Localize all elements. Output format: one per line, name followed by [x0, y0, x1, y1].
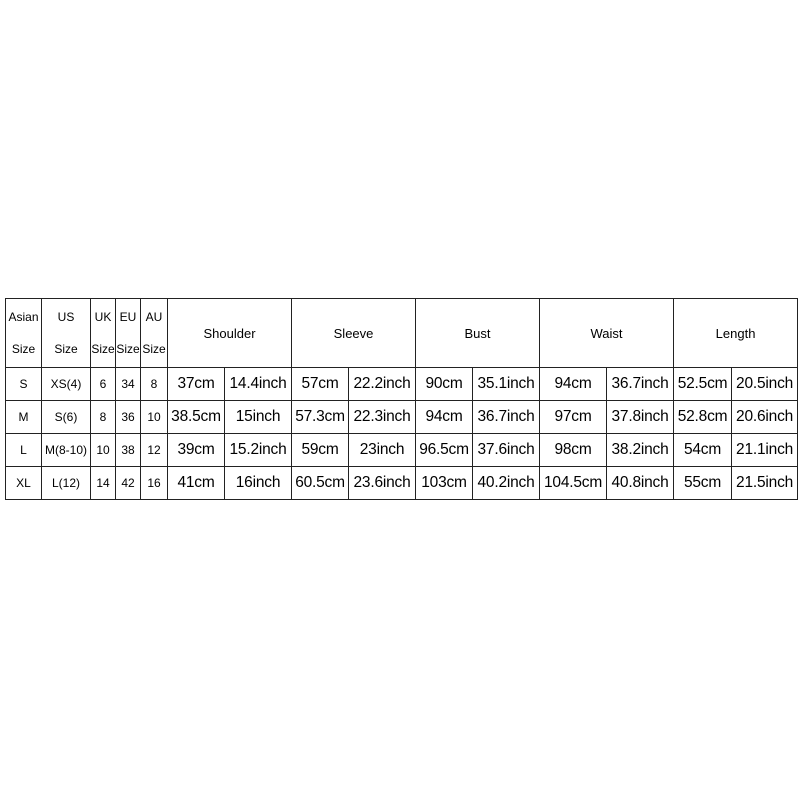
cell-au-size: 12: [141, 434, 168, 467]
cell-length-inch: 20.5inch: [732, 368, 798, 401]
cell-bust-cm: 90cm: [416, 368, 473, 401]
cell-bust-inch: 36.7inch: [473, 401, 540, 434]
cell-bust-inch: 35.1inch: [473, 368, 540, 401]
cell-eu-size: 34: [116, 368, 141, 401]
cell-length-cm: 54cm: [674, 434, 732, 467]
cell-sleeve-inch: 22.3inch: [349, 401, 416, 434]
cell-uk-size: 8: [91, 401, 116, 434]
header-au-line2: Size: [142, 342, 166, 356]
cell-waist-inch: 37.8inch: [607, 401, 674, 434]
header-bust: Bust: [416, 299, 540, 368]
cell-length-inch: 21.5inch: [732, 467, 798, 500]
cell-asian-size: XL: [6, 467, 42, 500]
cell-waist-inch: 38.2inch: [607, 434, 674, 467]
header-asian-size: [6, 299, 42, 368]
header-length: Length: [674, 299, 798, 368]
cell-shoulder-cm: 38.5cm: [168, 401, 225, 434]
cell-au-size: 8: [141, 368, 168, 401]
header-uk-line2: Size: [91, 342, 115, 356]
cell-length-cm: 52.5cm: [674, 368, 732, 401]
header-asian-line1: Asian: [8, 310, 39, 324]
header-eu-line1: EU: [119, 310, 137, 324]
header-au-line1: AU: [145, 310, 163, 324]
cell-waist-cm: 97cm: [540, 401, 607, 434]
cell-sleeve-cm: 60.5cm: [292, 467, 349, 500]
header-waist: Waist: [540, 299, 674, 368]
cell-length-cm: 52.8cm: [674, 401, 732, 434]
cell-uk-size: 10: [91, 434, 116, 467]
header-au-size: [141, 299, 168, 368]
cell-length-cm: 55cm: [674, 467, 732, 500]
cell-waist-cm: 104.5cm: [540, 467, 607, 500]
cell-shoulder-inch: 15.2inch: [225, 434, 292, 467]
cell-shoulder-cm: 41cm: [168, 467, 225, 500]
cell-eu-size: 42: [116, 467, 141, 500]
header-sleeve: Sleeve: [292, 299, 416, 368]
cell-shoulder-inch: 16inch: [225, 467, 292, 500]
cell-sleeve-cm: 57.3cm: [292, 401, 349, 434]
cell-sleeve-inch: 22.2inch: [349, 368, 416, 401]
table-row: [6, 401, 798, 434]
cell-eu-size: 38: [116, 434, 141, 467]
header-asian-line2: Size: [11, 342, 36, 356]
table-row: [6, 434, 798, 467]
cell-bust-cm: 103cm: [416, 467, 473, 500]
cell-bust-inch: 37.6inch: [473, 434, 540, 467]
cell-sleeve-inch: 23.6inch: [349, 467, 416, 500]
table-row: [6, 467, 798, 500]
header-row: [6, 299, 798, 368]
cell-waist-inch: 36.7inch: [607, 368, 674, 401]
cell-sleeve-inch: 23inch: [349, 434, 416, 467]
cell-length-inch: 20.6inch: [732, 401, 798, 434]
cell-us-size: M(8-10): [42, 434, 91, 467]
size-chart-table: [5, 298, 798, 500]
cell-uk-size: 6: [91, 368, 116, 401]
header-us-line2: Size: [54, 342, 78, 356]
cell-waist-cm: 98cm: [540, 434, 607, 467]
cell-eu-size: 36: [116, 401, 141, 434]
header-uk-size: [91, 299, 116, 368]
header-us-line1: US: [57, 310, 75, 324]
header-eu-line2: Size: [116, 342, 140, 356]
cell-length-inch: 21.1inch: [732, 434, 798, 467]
cell-asian-size: S: [6, 368, 42, 401]
cell-au-size: 10: [141, 401, 168, 434]
cell-asian-size: M: [6, 401, 42, 434]
header-us-size: [42, 299, 91, 368]
header-uk-line1: UK: [94, 310, 112, 324]
cell-shoulder-cm: 37cm: [168, 368, 225, 401]
cell-us-size: S(6): [42, 401, 91, 434]
cell-waist-inch: 40.8inch: [607, 467, 674, 500]
cell-au-size: 16: [141, 467, 168, 500]
cell-asian-size: L: [6, 434, 42, 467]
cell-uk-size: 14: [91, 467, 116, 500]
cell-shoulder-inch: 15inch: [225, 401, 292, 434]
header-shoulder: Shoulder: [168, 299, 292, 368]
cell-us-size: XS(4): [42, 368, 91, 401]
cell-sleeve-cm: 57cm: [292, 368, 349, 401]
cell-shoulder-inch: 14.4inch: [225, 368, 292, 401]
cell-bust-cm: 94cm: [416, 401, 473, 434]
cell-bust-inch: 40.2inch: [473, 467, 540, 500]
cell-sleeve-cm: 59cm: [292, 434, 349, 467]
cell-us-size: L(12): [42, 467, 91, 500]
cell-shoulder-cm: 39cm: [168, 434, 225, 467]
table-row: [6, 368, 798, 401]
cell-waist-cm: 94cm: [540, 368, 607, 401]
cell-bust-cm: 96.5cm: [416, 434, 473, 467]
header-eu-size: [116, 299, 141, 368]
